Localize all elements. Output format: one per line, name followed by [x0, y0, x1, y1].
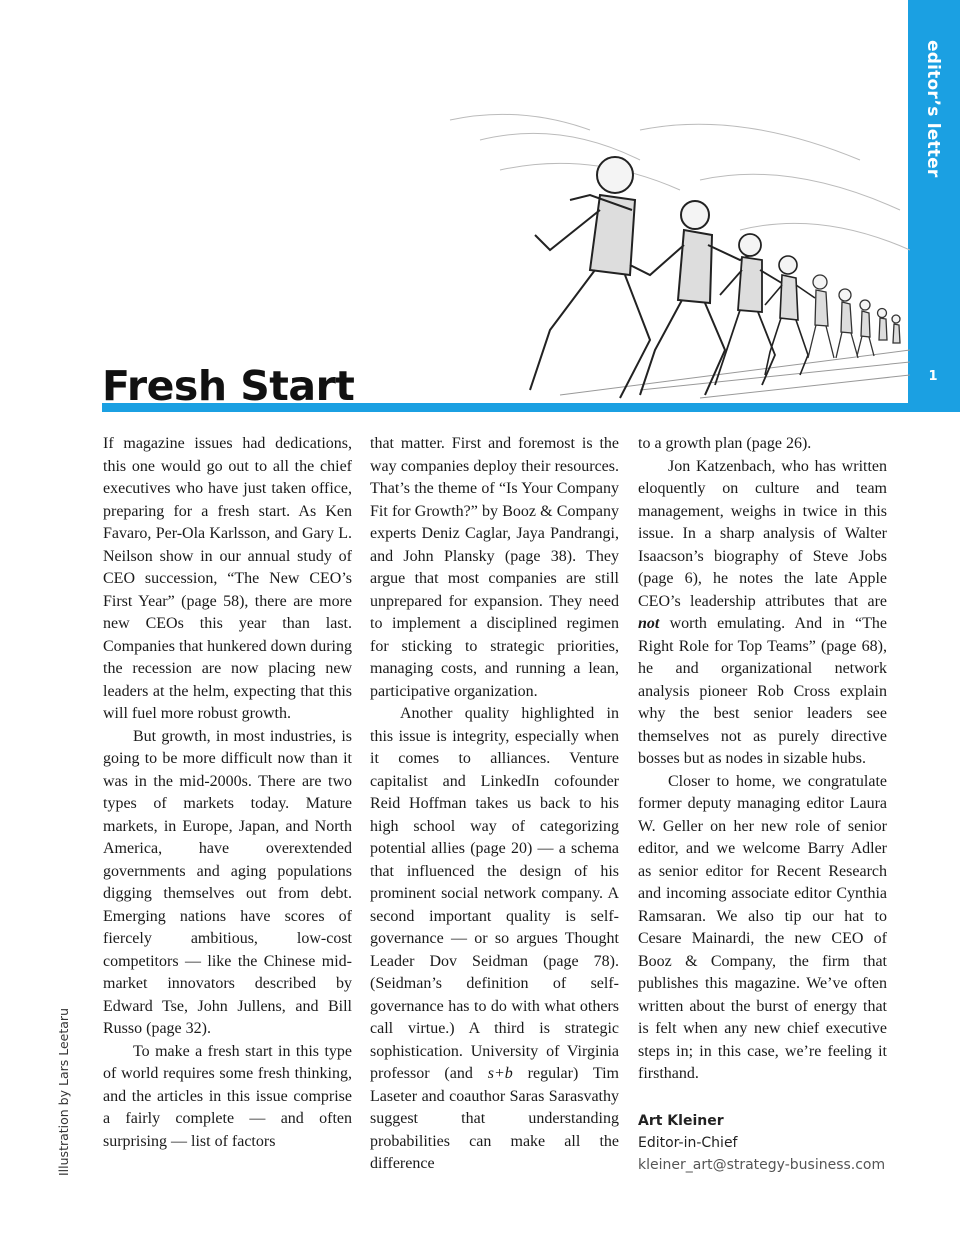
paragraph	[638, 456, 887, 771]
magazine-abbreviation: s+b	[487, 1065, 513, 1082]
emphasis-text: not	[638, 615, 660, 632]
signature-block	[638, 1110, 885, 1176]
paragraph-text: regular) Tim Laseter and coauthor Saras Sarasvathy suggest that understanding probabilities can make all the difference	[370, 1065, 620, 1172]
paragraph	[370, 703, 619, 1176]
paragraph: But growth, in most industries, is going to be more difficult now than it was in the mid-2000s. There are two types of markets today. Mature markets, in Europe, Japan, and North America, have overextended governments and aging populations digging themselves out from debt. Emerging nations have scores of fiercely ambitious, low-cost competitors — like the Chinese mid-market innovators described by Edward Tse, John Jullens, and Bill Russo (page 32).	[103, 727, 352, 1037]
signature-name: Art Kleiner	[638, 1113, 724, 1129]
paragraph-text: Jon Katzenbach, who has written eloquently on culture and team management, weighs in twice in this issue. In a sharp analysis of Walter Isaacson’s biography of Steve Jobs (page 6), he notes the late Apple CEO’s leadership attributes that are	[638, 457, 887, 610]
paragraph: If magazine issues had dedications, this one would go out to all the chief executives who have just taken office, preparing for a fresh start. As Ken Favaro, Per-Ola Karlsson, and Gary L. Neilson show in our annual study of CEO succession, “The New CEO’s First Year” (page 58), there are more new CEOs this year than last. Companies that hunkered down during the recession are now placing new leaders at the helm, expecting that this will fuel more robust growth.	[103, 435, 352, 722]
paragraph-text: worth emulating. And in “The Right Role for Top Teams” (page 68), he and organizational network analysis pioneer Rob Cross explain why the best senior leaders see themselves not as purely directive bosses but as nodes in sizable hubs.	[638, 615, 887, 767]
section-tab-label: editor’s letter	[923, 40, 943, 178]
signature-title: Editor-in-Chief	[638, 1135, 738, 1151]
paragraph-text: Another quality highlighted in this issue is integrity, especially when it comes to alliances. Venture capitalist and LinkedIn cofounder Reid Hoffman takes us back to his high school way of categorizing potential allies (page 20) — a schema that influenced the design of his prominent social network company. A second important quality is self-governance — or so argues Thought Leader Dov Seidman (page 78). (Seidman’s definition of self-governance has to do with what others call virtue.) A third is strategic sophistication. University of Virginia professor (and	[370, 705, 619, 1082]
paragraph: Closer to home, we congratulate former deputy managing editor Laura W. Geller on her new role of senior editor, and we welcome Barry Adler as senior editor for Recent Research and incoming associate editor Cynthia Ramsaran. We also tip our hat to Cesare Mainardi, the new CEO of Booz & Company, the firm that publishes this magazine. We’ve often written about the burst of energy that is felt when any new chief executive steps in; in this case, we’re feeling it firsthand.	[638, 772, 887, 1082]
running-people-illustration-icon	[440, 100, 910, 400]
signature-email[interactable]: kleiner_art@strategy-business.com	[638, 1157, 886, 1173]
page-number: 1	[928, 369, 938, 384]
paragraph: to a growth plan (page 26).	[638, 435, 812, 452]
page-title: Fresh Start	[102, 362, 355, 410]
text-column-3	[638, 433, 887, 1086]
paragraph: that matter. First and foremost is the way companies deploy their resources. That’s the theme of “Is Your Company Fit for Growth?” by Booz & Company experts Deniz Caglar, Jaya Pandrangi, and John Plansky (page 38). They argue that most companies are still unprepared for expansion. They need to implement a disciplined regimen for sticking to strategic priorities, managing costs, and running a lean, participative organization.	[370, 435, 619, 700]
illustration-credit: Illustration by Lars Leetaru	[56, 1008, 71, 1176]
text-column-2	[370, 433, 619, 1176]
text-column-1	[103, 433, 352, 1153]
paragraph: To make a fresh start in this type of world requires some fresh thinking, and the articles in this issue comprise a fairly complete — and often surprising — list of factors	[103, 1042, 352, 1150]
